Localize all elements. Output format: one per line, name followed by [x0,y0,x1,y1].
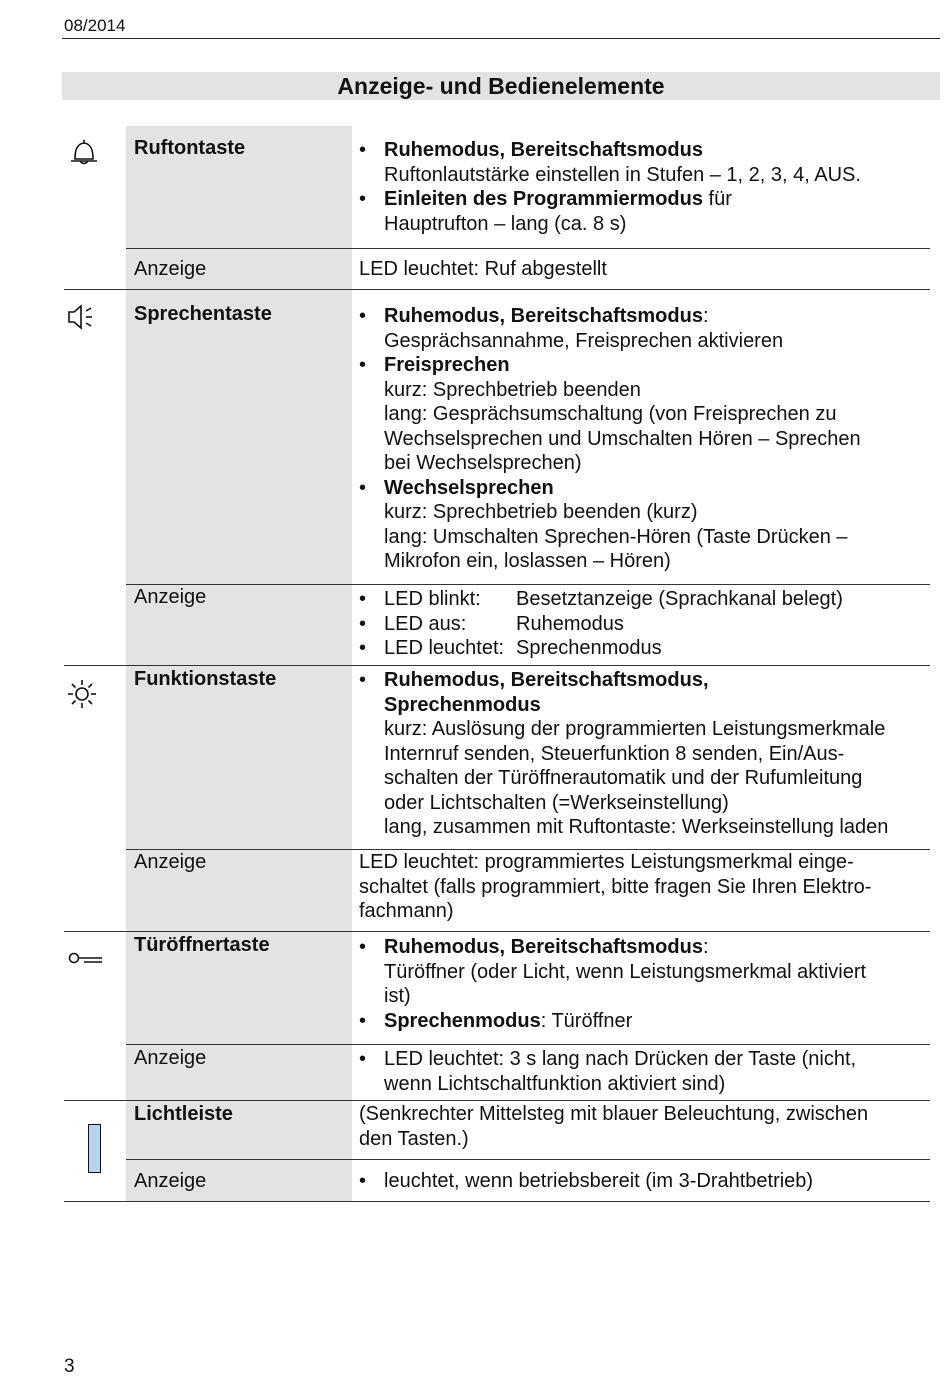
light-bar-icon [88,1124,101,1173]
bell-icon [68,138,100,168]
sprechentaste-description [359,304,934,574]
funktionstaste-anzeige-text: LED leuchtet: programmiertes Leistungsmerkmal einge- schaltet (falls programmiert, bitte fragen Sie Ihren Elektro- fachmann) [359,851,872,922]
sprechentaste-label: Sprechentaste [134,303,272,325]
sprechentaste-anzeige-label: Anzeige [134,586,207,608]
tueroeffnertaste-label: Türöffnertaste [134,934,270,956]
ruftontaste-description [359,138,934,236]
page-number: 3 [64,1356,75,1377]
list-item: • LED leuchtet: 3 s lang nach Drücken der Taste (nicht, wenn Lichtschaltfunktion aktiviert sind) [359,1047,934,1096]
ruftontaste-label: Ruftontaste [134,137,246,159]
page-title: Anzeige- und Bedienelemente [337,73,665,99]
list-item: • Ruhemodus, Bereitschaftsmodus: Gesprächsannahme, Freisprechen aktivieren [359,304,934,353]
header-date: 08/2014 [64,16,126,35]
funktionstaste-label: Funktionstaste [134,668,277,690]
section-divider [64,1100,930,1101]
list-item: • Ruhemodus, Bereitschaftsmodus Ruftonlautstärke einstellen in Stufen – 1, 2, 3, 4, AUS. [359,138,934,187]
funktionstaste-anzeige-label: Anzeige [134,851,207,873]
header-rule [62,38,940,39]
key-icon [68,948,104,968]
row-divider [126,248,930,249]
tueroeffnertaste-anzeige-text [359,1047,934,1096]
list-item: • Ruhemodus, Bereitschaftsmodus, Sprechenmodus kurz: Auslösung der programmierten Leistungsmerkmale Internruf senden, Steuerfunktion 8 senden, Ein/Aus- schalten der Türöffnerautomatik und der Rufumleitung oder Lichtschalten (=Werkseinstellung) lang, zusammen mit Ruftontaste: Werkseinstellung laden [359,668,934,840]
funktionstaste-description [359,668,934,840]
list-item: • leuchtet, wenn betriebsbereit (im 3-Drahtbetrieb) [359,1169,934,1194]
table-bottom-rule [64,1201,930,1202]
ruftontaste-anzeige-text: LED leuchtet: Ruf abgestellt [359,258,607,280]
sprechentaste-anzeige-text [359,587,934,661]
section-divider [64,665,930,666]
lichtleiste-label: Lichtleiste [134,1103,233,1125]
list-item: • Freisprechen kurz: Sprechbetrieb beenden lang: Gesprächsumschaltung (von Freisprechen zu Wechselsprechen und Umschalten Hören – Sprechen bei Wechselsprechen) [359,353,934,476]
section-divider [64,931,930,932]
tueroeffnertaste-anzeige-label: Anzeige [134,1047,207,1069]
list-item: • Sprechenmodus: Türöffner [359,1009,934,1034]
list-item: • LED leuchtet: Sprechenmodus [359,636,934,661]
row-divider [126,584,930,585]
section-divider [64,289,930,290]
label-column [126,126,352,1201]
lichtleiste-anzeige-label: Anzeige [134,1170,207,1192]
row-divider [126,1044,930,1045]
list-item: • LED blinkt: Besetztanzeige (Sprachkanal belegt) [359,587,934,612]
list-item: • LED aus: Ruhemodus [359,612,934,637]
tueroeffnertaste-description [359,935,934,1033]
ruftontaste-anzeige-label: Anzeige [134,258,207,280]
lichtleiste-description: (Senkrechter Mittelsteg mit blauer Beleuchtung, zwischen den Tasten.) [359,1103,869,1150]
list-item: • Ruhemodus, Bereitschaftsmodus: Türöffner (oder Licht, wenn Leistungsmerkmal aktiviert ist) [359,935,934,1009]
list-item: • Wechselsprechen kurz: Sprechbetrieb beenden (kurz) lang: Umschalten Sprechen-Hören (Taste Drücken – Mikrofon ein, loslassen – Hören) [359,476,934,574]
row-divider [126,1159,930,1160]
lichtleiste-anzeige-text [359,1169,934,1194]
list-item: • Einleiten des Programmiermodus für Hauptrufton – lang (ca. 8 s) [359,187,934,236]
sun-icon [66,678,98,710]
speaker-icon [66,302,98,332]
